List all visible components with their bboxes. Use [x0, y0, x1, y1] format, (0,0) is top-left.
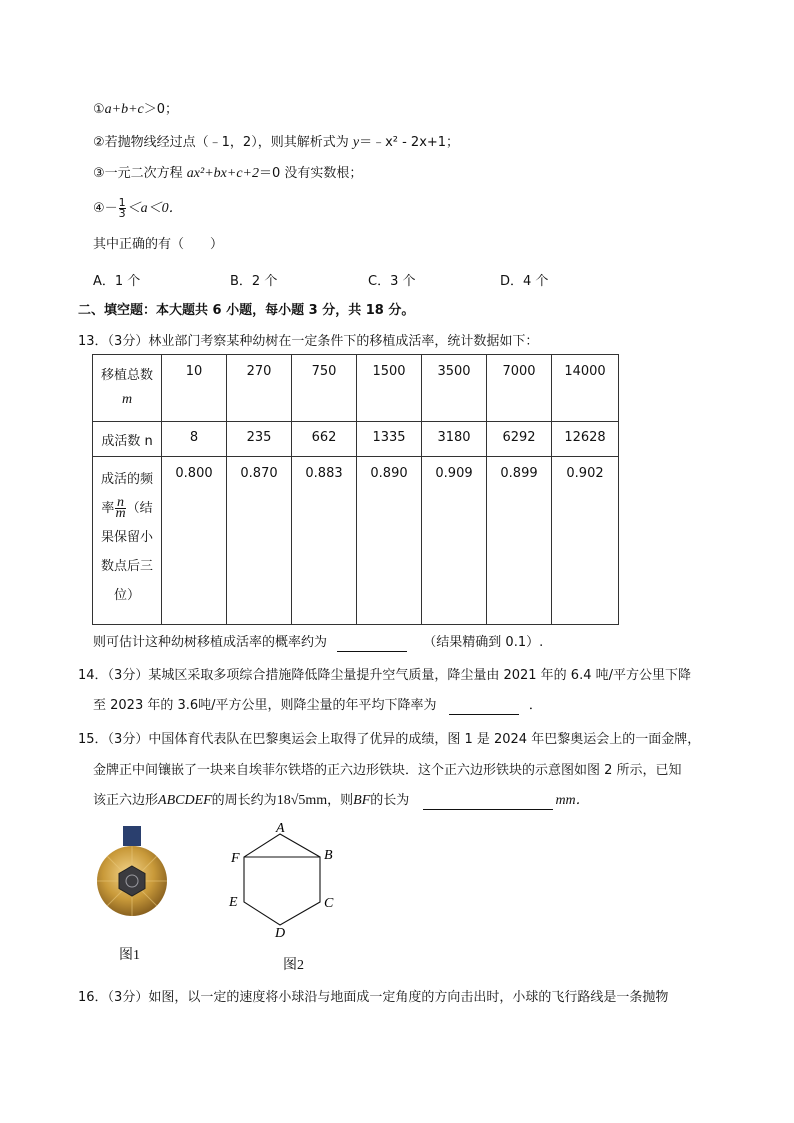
- row-label-text: 率: [101, 501, 115, 516]
- gold-medal-image: [94, 826, 172, 920]
- item-mark: ④: [93, 201, 105, 216]
- q12-item-2: [93, 134, 459, 152]
- fraction: [119, 198, 126, 219]
- table-cell: 14000: [552, 355, 619, 422]
- q15-text: 该正六边形: [93, 793, 159, 808]
- q12-item-1: [93, 101, 178, 119]
- item-text: ＜a＜0．: [126, 201, 183, 216]
- table-cell: 0.883: [292, 457, 357, 625]
- table-cell: 7000: [487, 355, 552, 422]
- hexagon-diagram: [224, 822, 344, 940]
- ribbon-icon: [123, 826, 141, 846]
- item-mark: ③: [93, 166, 105, 181]
- section-title: 二、填空题：本大题共 6 小题，每小题 3 分，共 18 分。: [78, 303, 415, 318]
- vertex-label-c: C: [324, 896, 334, 911]
- row-label: [93, 457, 162, 625]
- item-text: ＞0；: [143, 102, 179, 117]
- item-math: a+b+c: [104, 102, 144, 117]
- table-cell: 235: [227, 422, 292, 457]
- table-cell: 3500: [422, 355, 487, 422]
- figure-1-caption: 图1: [119, 948, 140, 963]
- item-math: y: [352, 135, 360, 150]
- q12-option-b[interactable]: B．2 个: [230, 274, 278, 289]
- vertex-label-e: E: [229, 895, 238, 910]
- q15-line3: [93, 792, 590, 810]
- row-label-text: （结: [126, 501, 153, 516]
- table-cell: 6292: [487, 422, 552, 457]
- item-text: 若抛物线经过点（﹣1，2），则其解析式为: [104, 135, 353, 150]
- table-cell: 0.902: [552, 457, 619, 625]
- fraction-denominator: 3: [118, 207, 126, 220]
- item-mark: ①: [93, 102, 105, 117]
- q15-text: 的长为: [370, 793, 410, 808]
- q12-option-c[interactable]: C．3 个: [368, 274, 416, 289]
- q15-perimeter-value: 18√5mm: [276, 793, 328, 808]
- q15-text: ，则: [327, 793, 354, 808]
- table-cell: 270: [227, 355, 292, 422]
- figure-2-caption: 图2: [283, 958, 304, 973]
- q15-hexagon-name: ABCDEF: [158, 793, 212, 808]
- q13-after-text: 则可估计这种幼树移植成活率的概率约为: [93, 635, 328, 650]
- q12-option-d[interactable]: D．4 个: [500, 274, 549, 289]
- row-label-text: 果保留小: [100, 530, 153, 545]
- table-cell: 0.899: [487, 457, 552, 625]
- row-label: 成活数 n: [93, 422, 162, 457]
- row-label-text: 成活的频: [100, 472, 153, 487]
- table-cell: 0.909: [422, 457, 487, 625]
- table-cell: 1500: [357, 355, 422, 422]
- vertex-label-d: D: [275, 926, 286, 940]
- q12-item-4: [93, 196, 183, 222]
- q14-line2-tail: ．: [528, 698, 542, 713]
- fraction: [115, 495, 126, 521]
- hexagon-outline: [244, 834, 320, 925]
- q14-line1: 14．（3分）某城区采取多项综合措施降低降尘量提升空气质量，降尘量由 2021 年的 6.4 吨/平方公里下降: [78, 668, 691, 683]
- row-label: [93, 355, 162, 422]
- q12-option-a[interactable]: A．1 个: [93, 274, 141, 289]
- q13-after: [93, 634, 543, 652]
- q15-line1: 15．（3分）中国体育代表队在巴黎奥运会上取得了优异的成绩，图 1 是 2024 年巴黎奥运会上的一面金牌，: [78, 732, 701, 747]
- fraction-denominator: m: [115, 506, 126, 521]
- item-text: 一元二次方程: [104, 166, 187, 181]
- item-text: －: [104, 201, 118, 216]
- table-cell: 3180: [422, 422, 487, 457]
- q15-segment-bf: BF: [353, 793, 371, 808]
- q14-line2: [93, 697, 542, 715]
- table-cell: 1335: [357, 422, 422, 457]
- q15-line2: 金牌正中间镶嵌了一块来自埃菲尔铁塔的正六边形铁块．这个正六边形铁块的示意图如图 2 所示，已知: [93, 763, 682, 778]
- table-row-rates: [93, 457, 619, 625]
- vertex-label-a: A: [276, 822, 285, 836]
- q14-line2-text: 至 2023 年的 3.6吨/平方公里，则降尘量的年平均下降率为: [93, 698, 437, 713]
- item-text: ＝﹣x² - 2x+1；: [359, 135, 460, 150]
- q13-after-tail: （结果精确到 0.1）.: [423, 635, 544, 650]
- q16-line1: 16．（3分）如图，以一定的速度将小球沿与地面成一定角度的方向击出时，小球的飞行路线是一条抛物: [78, 990, 669, 1005]
- table-cell: 750: [292, 355, 357, 422]
- q13-stem: 13．（3分）林业部门考察某种幼树在一定条件下的移植成活率，统计数据如下：: [78, 334, 539, 349]
- table-cell: 0.890: [357, 457, 422, 625]
- table-cell: 0.800: [162, 457, 227, 625]
- q15-text: 的周长约为: [211, 793, 277, 808]
- q12-prompt: 其中正确的有（ ）: [93, 237, 224, 252]
- table-cell: 12628: [552, 422, 619, 457]
- table-row-totals: [93, 355, 619, 422]
- fraction-numerator: n: [117, 495, 124, 510]
- vertex-label-f: F: [231, 851, 240, 866]
- q15-unit: mm．: [555, 793, 590, 808]
- table-cell: 0.870: [227, 457, 292, 625]
- row-label-text: 位）: [113, 588, 140, 603]
- vertex-label-b: B: [324, 848, 333, 863]
- fraction-numerator: 1: [118, 196, 126, 209]
- item-text: ＝0 没有实数根；: [258, 166, 363, 181]
- q12-item-3: [93, 165, 362, 183]
- table-cell: 8: [162, 422, 227, 457]
- answer-blank[interactable]: [337, 637, 407, 652]
- row-label-text: 移植总数: [100, 368, 153, 383]
- row-label-text: 数点后三: [100, 559, 153, 574]
- answer-blank[interactable]: [423, 795, 553, 810]
- answer-blank[interactable]: [449, 700, 519, 715]
- item-math: ax²+bx+c+2: [186, 166, 259, 181]
- table-cell: 10: [162, 355, 227, 422]
- row-label-var: m: [121, 392, 133, 407]
- table-row-survived: [93, 422, 619, 457]
- q13-table: [92, 354, 619, 625]
- item-mark: ②: [93, 135, 105, 150]
- table-cell: 662: [292, 422, 357, 457]
